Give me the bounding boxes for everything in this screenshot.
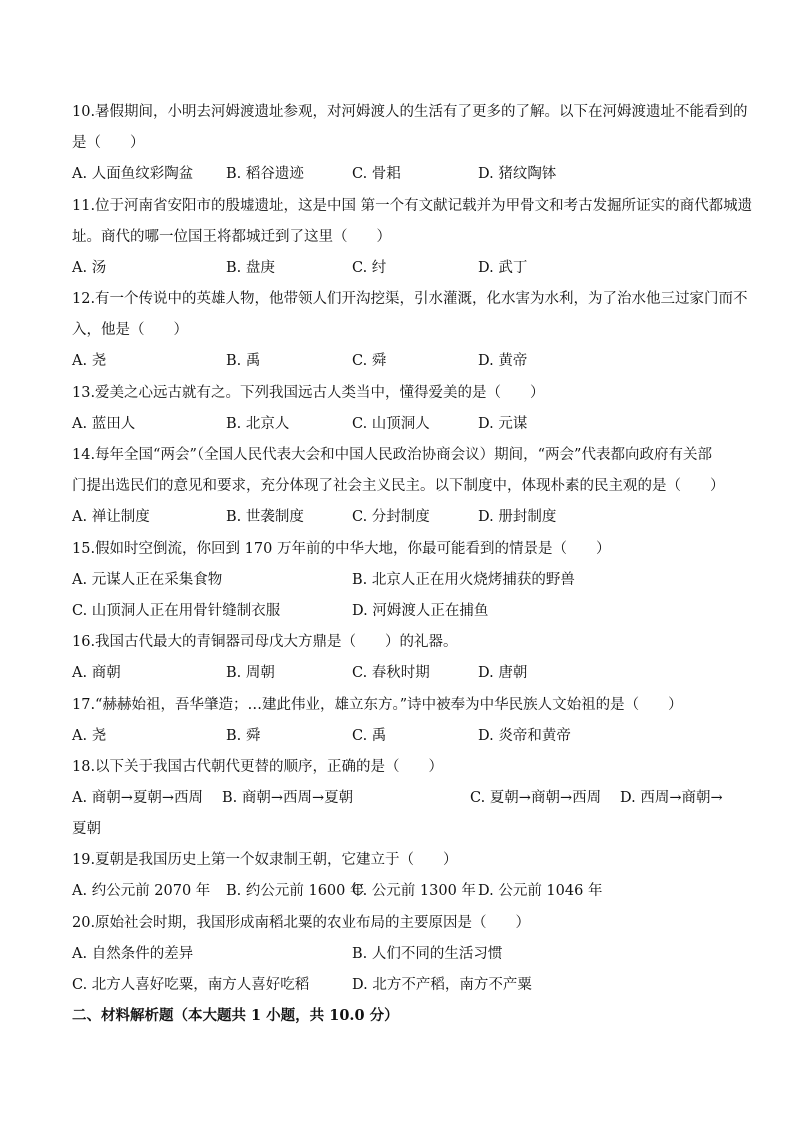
question-15-option-b: B. 北京人正在用火烧烤捕获的野兽 bbox=[352, 572, 575, 588]
question-20-option-a: A. 自然条件的差异 bbox=[72, 946, 194, 962]
question-16-option-c: C. 春秋时期 bbox=[352, 665, 430, 681]
question-20-option-d: D. 北方不产稻，南方不产粟 bbox=[352, 977, 532, 993]
question-17-option-a: A. 尧 bbox=[72, 728, 107, 744]
question-18-option-b: B. 商朝→西周→夏朝 bbox=[222, 790, 354, 806]
question-11-stem-cont: 址。商代的哪一位国王将都城迁到了这里（ ） bbox=[72, 229, 391, 245]
question-17-option-d: D. 炎帝和黄帝 bbox=[478, 728, 571, 744]
question-10-stem-cont: 是（ ） bbox=[72, 135, 145, 151]
question-14-stem: 14.每年全国“两会”（全国人民代表大会和中国人民政治协商会议）期间，“两会”代表都向政府有关部 bbox=[72, 447, 712, 463]
section-2-heading: 二、材料解析题（本大题共 1 小题，共 10.0 分） bbox=[72, 1007, 399, 1024]
question-11-option-c: C. 纣 bbox=[352, 260, 387, 276]
question-14-option-c: C. 分封制度 bbox=[352, 509, 430, 525]
question-13-stem: 13.爱美之心远古就有之。下列我国远古人类当中，懂得爱美的是（ ） bbox=[72, 385, 545, 401]
question-10-option-c: C. 骨耜 bbox=[352, 166, 401, 182]
question-18-option-d: D. 西周→商朝→ bbox=[620, 790, 723, 806]
question-17-option-c: C. 禹 bbox=[352, 728, 387, 744]
question-16-option-d: D. 唐朝 bbox=[478, 665, 528, 681]
question-12-option-a: A. 尧 bbox=[72, 353, 107, 369]
question-11-option-a: A. 汤 bbox=[72, 260, 107, 276]
question-13-option-a: A. 蓝田人 bbox=[72, 416, 136, 432]
question-18-stem: 18.以下关于我国古代朝代更替的顺序，正确的是（ ） bbox=[72, 759, 444, 775]
question-15-option-d: D. 河姆渡人正在捕鱼 bbox=[352, 603, 489, 619]
question-20-option-b: B. 人们不同的生活习惯 bbox=[352, 946, 503, 962]
question-18-option-c: C. 夏朝→商朝→西周 bbox=[470, 790, 602, 806]
question-19-stem: 19.夏朝是我国历史上第一个奴隶制王朝，它建立于（ ） bbox=[72, 852, 458, 868]
question-19-option-b: B. 约公元前 1600 年 bbox=[226, 883, 365, 899]
question-16-option-b: B. 周朝 bbox=[226, 665, 275, 681]
question-12-stem-cont: 入，他是（ ） bbox=[72, 322, 188, 338]
question-14-option-b: B. 世袭制度 bbox=[226, 509, 304, 525]
question-19-option-a: A. 约公元前 2070 年 bbox=[72, 883, 211, 899]
question-16-stem: 16.我国古代最大的青铜器司母戊大方鼎是（ ）的礼器。 bbox=[72, 634, 458, 650]
question-10-option-d: D. 猪纹陶钵 bbox=[478, 166, 557, 182]
question-20-option-c: C. 北方人喜好吃粟，南方人喜好吃稻 bbox=[72, 977, 310, 993]
question-14-option-a: A. 禅让制度 bbox=[72, 509, 150, 525]
question-12-option-c: C. 舜 bbox=[352, 353, 387, 369]
question-14-stem-cont: 门提出选民们的意见和要求，充分体现了社会主义民主。以下制度中，体现朴素的民主观的是（ ） bbox=[72, 478, 725, 494]
question-12-stem: 12.有一个传说中的英雄人物，他带领人们开沟挖渠，引水灌溉，化水害为水利，为了治水他三过家门而不 bbox=[72, 291, 748, 307]
question-19-option-c: C. 公元前 1300 年 bbox=[352, 883, 476, 899]
question-10-option-b: B. 稻谷遗迹 bbox=[226, 166, 304, 182]
question-16-option-a: A. 商朝 bbox=[72, 665, 121, 681]
question-14-option-d: D. 册封制度 bbox=[478, 509, 557, 525]
question-18-option-a: A. 商朝→夏朝→西周 bbox=[72, 790, 203, 806]
question-19-option-d: D. 公元前 1046 年 bbox=[478, 883, 603, 899]
question-20-stem: 20.原始社会时期，我国形成南稻北粟的农业布局的主要原因是（ ） bbox=[72, 915, 531, 931]
question-12-option-d: D. 黄帝 bbox=[478, 353, 528, 369]
question-10-stem: 10.暑假期间，小明去河姆渡遗址参观，对河姆渡人的生活有了更多的了解。以下在河姆渡遗址不能看到的 bbox=[72, 104, 748, 120]
question-15-option-a: A. 元谋人正在采集食物 bbox=[72, 572, 223, 588]
question-13-option-d: D. 元谋 bbox=[478, 416, 528, 432]
question-11-option-b: B. 盘庚 bbox=[226, 260, 275, 276]
question-13-option-c: C. 山顶洞人 bbox=[352, 416, 430, 432]
question-18-option-d-cont: 夏朝 bbox=[72, 821, 101, 837]
question-12-option-b: B. 禹 bbox=[226, 353, 261, 369]
question-15-stem: 15.假如时空倒流，你回到 170 万年前的中华大地，你最可能看到的情景是（ ） bbox=[72, 541, 611, 557]
question-11-stem: 11.位于河南省安阳市的殷墟遗址，这是中国 第一个有文献记载并为甲骨文和考古发掘所证实的商代都城遗 bbox=[72, 198, 753, 214]
question-17-option-b: B. 舜 bbox=[226, 728, 261, 744]
question-17-stem: 17.“赫赫始祖，吾华肇造；…建此伟业，雄立东方。”诗中被奉为中华民族人文始祖的是（ ） bbox=[72, 697, 683, 713]
question-11-option-d: D. 武丁 bbox=[478, 260, 528, 276]
question-10-option-a: A. 人面鱼纹彩陶盆 bbox=[72, 166, 194, 182]
question-15-option-c: C. 山顶洞人正在用骨针缝制衣服 bbox=[72, 603, 281, 619]
question-13-option-b: B. 北京人 bbox=[226, 416, 290, 432]
